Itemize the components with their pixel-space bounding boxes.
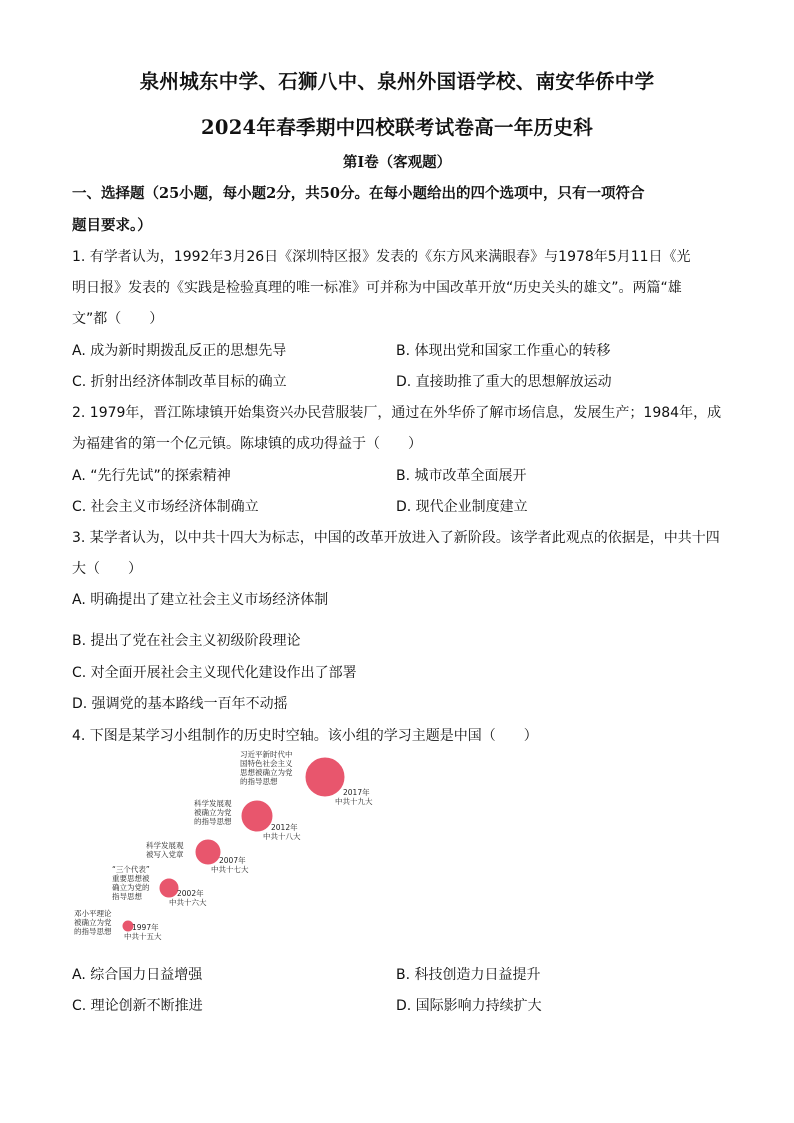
timeline-year-5: 2017年 bbox=[343, 788, 370, 797]
timeline-desc-3-2: 被写入党章 bbox=[146, 850, 184, 859]
q4-option-a[interactable]: A. 综合国力日益增强 bbox=[72, 967, 203, 983]
q2-option-c[interactable]: C. 社会主义市场经济体制确立 bbox=[72, 499, 259, 515]
q2-option-b[interactable]: B. 城市改革全面展开 bbox=[396, 468, 527, 484]
timeline-desc-2-1: “三个代表” bbox=[112, 865, 150, 874]
q2-option-d[interactable]: D. 现代企业制度建立 bbox=[396, 499, 528, 515]
timeline-marker-4 bbox=[241, 800, 273, 832]
q1-option-c[interactable]: C. 折射出经济体制改革目标的确立 bbox=[72, 374, 287, 390]
q1-option-a[interactable]: A. 成为新时期拨乱反正的思想先导 bbox=[72, 343, 287, 359]
timeline-year-4: 2012年 bbox=[271, 823, 298, 832]
history-timeline-figure bbox=[60, 748, 390, 950]
q1-option-d[interactable]: D. 直接助推了重大的思想解放运动 bbox=[396, 374, 612, 390]
timeline-desc-1-1: 邓小平理论 bbox=[74, 909, 112, 918]
q3-stem-line2: 大（ ） bbox=[72, 561, 142, 577]
timeline-desc-3-1: 科学发展观 bbox=[146, 841, 184, 850]
timeline-marker-3 bbox=[195, 839, 221, 865]
q3-option-b[interactable]: B. 提出了党在社会主义初级阶段理论 bbox=[72, 633, 301, 649]
timeline-year-3: 2007年 bbox=[219, 856, 246, 865]
q1-option-b[interactable]: B. 体现出党和国家工作重心的转移 bbox=[396, 343, 611, 359]
q1-stem-line3: 文”都（ ） bbox=[72, 311, 164, 327]
q1-stem-line2: 明日报》发表的《实践是检验真理的唯一标准》可并称为中国改革开放“历史关头的雄文”。两篇“雄 bbox=[72, 280, 682, 296]
school-title: 泉州城东中学、石狮八中、泉州外国语学校、南安华侨中学 bbox=[139, 70, 655, 93]
section-title: 第Ⅰ卷（客观题） bbox=[342, 154, 452, 171]
timeline-desc-1-3: 的指导思想 bbox=[74, 927, 112, 936]
q3-stem-line1: 3. 某学者认为，以中共十四大为标志，中国的改革开放进入了新阶段。该学者此观点的依据是，中共十四 bbox=[72, 530, 720, 546]
timeline-desc-5-2: 国特色社会主义 bbox=[240, 759, 293, 768]
exam-title: 2024年春季期中四校联考试卷高一年历史科 bbox=[200, 116, 594, 139]
q2-stem-line1: 2. 1979年，晋江陈埭镇开始集资兴办民营服装厂，通过在外华侨了解市场信息，发展生产；1984年，成 bbox=[72, 405, 722, 421]
q2-stem-line2: 为福建省的第一个亿元镇。陈埭镇的成功得益于（ ） bbox=[72, 436, 422, 452]
instructions-line1: 一、选择题（25小题，每小题2分，共50分。在每小题给出的四个选项中，只有一项符合 bbox=[72, 185, 645, 202]
q4-option-d[interactable]: D. 国际影响力持续扩大 bbox=[396, 998, 542, 1014]
timeline-congress-1: 中共十五大 bbox=[124, 932, 162, 941]
timeline-desc-2-3: 确立为党的 bbox=[112, 883, 150, 892]
instructions-line2: 题目要求。） bbox=[72, 217, 152, 234]
q3-option-d[interactable]: D. 强调党的基本路线一百年不动摇 bbox=[72, 696, 288, 712]
timeline-congress-2: 中共十六大 bbox=[169, 898, 207, 907]
q1-stem-line1: 1. 有学者认为，1992年3月26日《深圳特区报》发表的《东方风来满眼春》与1978年5月11日《光 bbox=[72, 249, 691, 265]
timeline-congress-5: 中共十九大 bbox=[335, 797, 373, 806]
q4-stem-line1: 4. 下图是某学习小组制作的历史时空轴。该小组的学习主题是中国（ ） bbox=[72, 728, 538, 744]
timeline-desc-4-1: 科学发展观 bbox=[194, 799, 232, 808]
timeline-desc-5-4: 的指导思想 bbox=[240, 777, 278, 786]
timeline-desc-5-1: 习近平新时代中 bbox=[240, 750, 293, 759]
timeline-desc-4-3: 的指导思想 bbox=[194, 817, 232, 826]
timeline-congress-4: 中共十八大 bbox=[263, 832, 301, 841]
timeline-desc-5-3: 思想被确立为党 bbox=[240, 768, 293, 777]
timeline-desc-2-4: 指导思想 bbox=[112, 892, 142, 901]
timeline-year-1: 1997年 bbox=[132, 923, 159, 932]
timeline-year-2: 2002年 bbox=[177, 889, 204, 898]
timeline-desc-4-2: 被确立为党 bbox=[194, 808, 232, 817]
q4-option-c[interactable]: C. 理论创新不断推进 bbox=[72, 998, 203, 1014]
q2-option-a[interactable]: A. “先行先试”的探索精神 bbox=[72, 468, 231, 484]
timeline-marker-5 bbox=[305, 757, 345, 797]
timeline-marker-2 bbox=[159, 878, 179, 898]
q3-option-c[interactable]: C. 对全面开展社会主义现代化建设作出了部署 bbox=[72, 665, 357, 681]
timeline-desc-2-2: 重要思想被 bbox=[112, 874, 150, 883]
q3-option-a[interactable]: A. 明确提出了建立社会主义市场经济体制 bbox=[72, 592, 329, 608]
timeline-congress-3: 中共十七大 bbox=[211, 865, 249, 874]
timeline-desc-1-2: 被确立为党 bbox=[74, 918, 112, 927]
q4-option-b[interactable]: B. 科技创造力日益提升 bbox=[396, 967, 541, 983]
